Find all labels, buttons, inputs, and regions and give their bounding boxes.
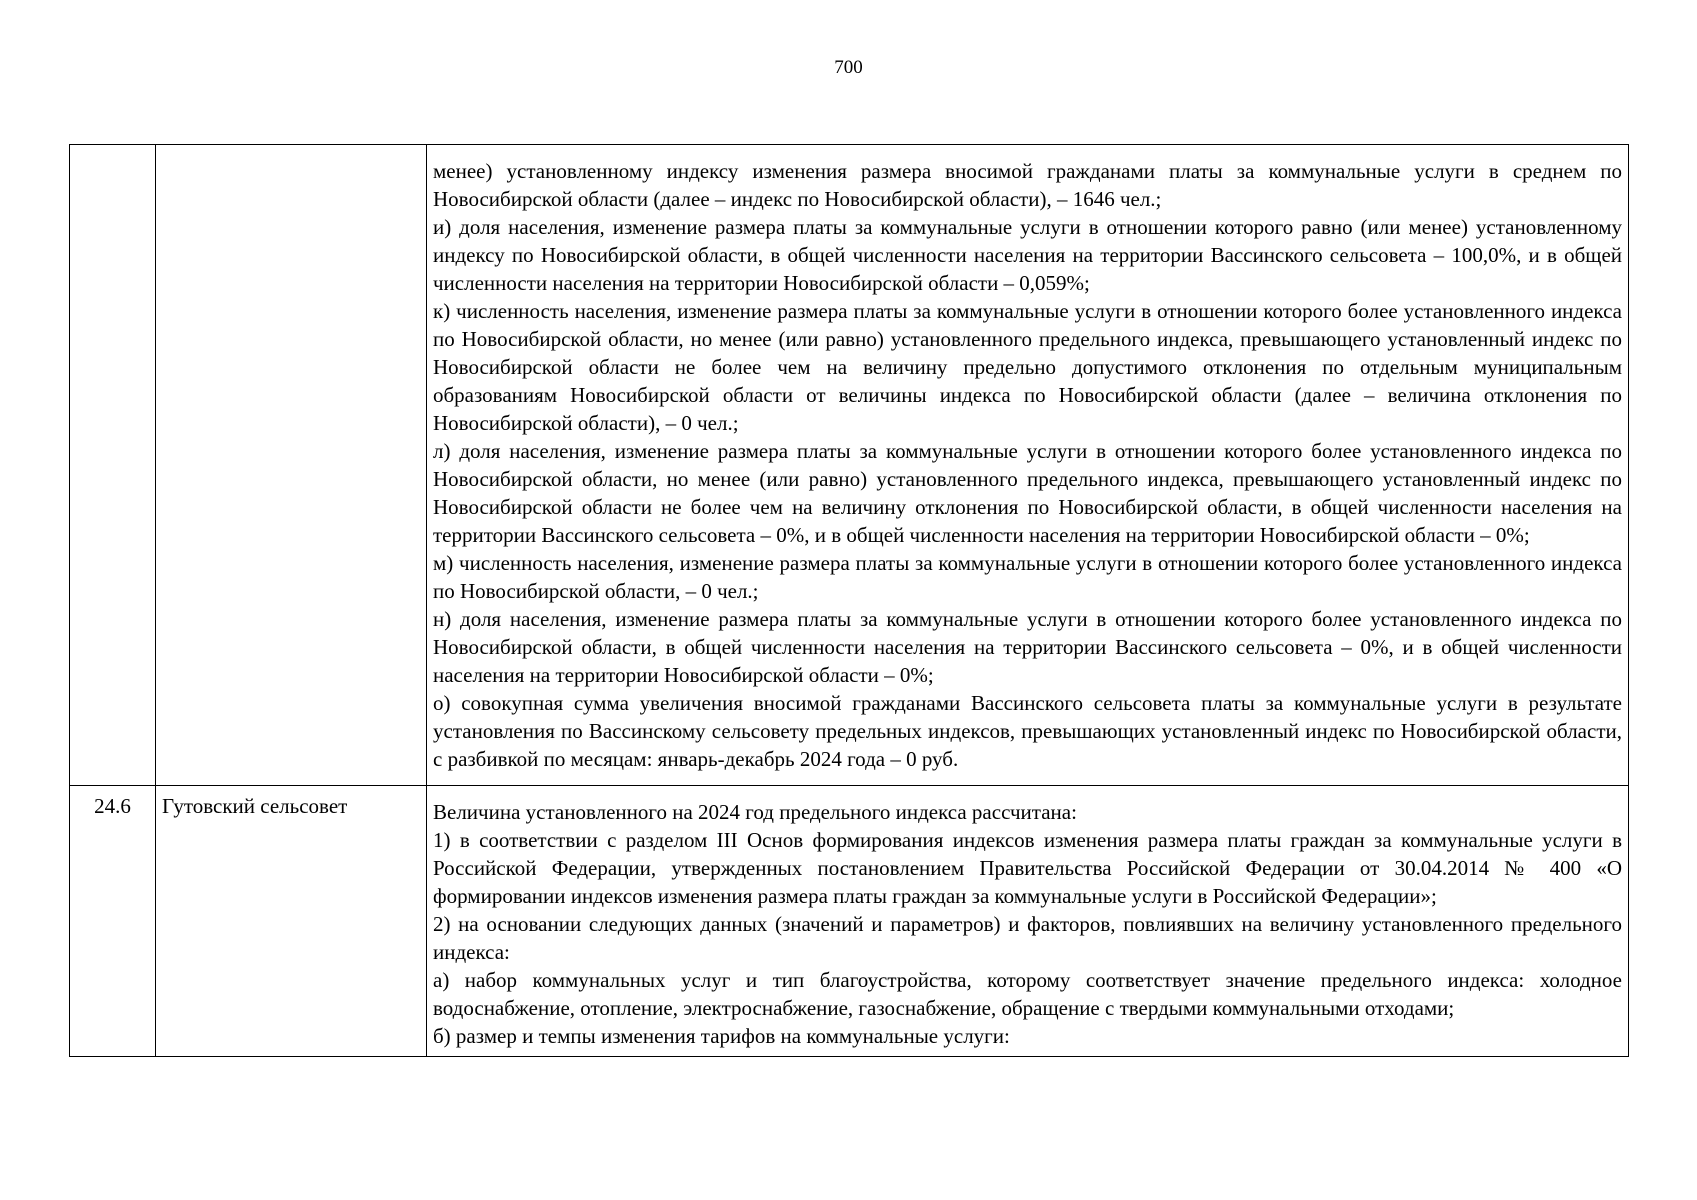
paragraph: б) размер и темпы изменения тарифов на коммунальные услуги: bbox=[433, 1024, 1010, 1048]
document-table bbox=[69, 144, 1629, 1057]
row-number-cell: 24.6 bbox=[70, 786, 156, 1057]
description-cell bbox=[427, 145, 1629, 786]
table-row bbox=[70, 786, 1629, 1057]
paragraph: и) доля населения, изменение размера платы за коммунальные услуги в отношении которого равно (или менее) установленному индексу по Новосибирской области, в общей численности населения на территории Вассинского сельсовета – 100,0%, и в общей численности населения на территории Новосибирской области – 0,059%; bbox=[433, 215, 1622, 295]
paragraph: а) набор коммунальных услуг и тип благоустройства, которому соответствует значение предельного индекса: холодное водоснабжение, отопление, электроснабжение, газоснабжение, обращение с твердыми коммунальными отходами; bbox=[433, 968, 1622, 1020]
description-cell bbox=[427, 786, 1629, 1057]
paragraph: н) доля населения, изменение размера платы за коммунальные услуги в отношении которого более установленного индекса по Новосибирской области, в общей численности населения на территории Вассинского сельсовета – 0%, и в общей численности населения на территории Новосибирской области – 0%; bbox=[433, 607, 1622, 687]
table-row bbox=[70, 145, 1629, 786]
paragraph: о) совокупная сумма увеличения вносимой гражданами Вассинского сельсовета платы за коммунальные услуги в результате установления по Вассинскому сельсовету предельных индексов, превышающих установленный индекс по Новосибирской области, с разбивкой по месяцам: январь-декабрь 2024 года – 0 руб. bbox=[433, 691, 1622, 771]
paragraph: Величина установленного на 2024 год предельного индекса рассчитана: bbox=[433, 800, 1077, 824]
paragraph: 1) в соответствии с разделом III Основ формирования индексов изменения размера платы граждан за коммунальные услуги в Российской Федерации, утвержденных постановлением Правительства Российской Федерации от 30.04.2014 № 400 «О формировании индексов изменения размера платы граждан за коммунальные услуги в Российской Федерации»; bbox=[433, 828, 1622, 908]
page-number: 700 bbox=[834, 57, 863, 78]
municipality-name-cell: Гутовский сельсовет bbox=[156, 786, 427, 1057]
municipality-name-cell bbox=[156, 145, 427, 786]
paragraph: л) доля населения, изменение размера платы за коммунальные услуги в отношении которого более установленного индекса по Новосибирской области, но менее (или равно) установленного предельного индекса, превышающего установленный индекс по Новосибирской области не более чем на величину отклонения по Новосибирской области, в общей численности населения на территории Вассинского сельсовета – 0%, и в общей численности населения на территории Новосибирской области – 0%; bbox=[433, 439, 1622, 547]
paragraph: м) численность населения, изменение размера платы за коммунальные услуги в отношении которого более установленного индекса по Новосибирской области, – 0 чел.; bbox=[433, 551, 1622, 603]
row-number-cell bbox=[70, 145, 156, 786]
paragraph: 2) на основании следующих данных (значений и параметров) и факторов, повлиявших на величину установленного предельного индекса: bbox=[433, 912, 1622, 964]
paragraph: к) численность населения, изменение размера платы за коммунальные услуги в отношении которого более установленного индекса по Новосибирской области, но менее (или равно) установленного предельного индекса, превышающего установленный индекс по Новосибирской области не более чем на величину предельно допустимого отклонения по отдельным муниципальным образованиям Новосибирской области от величины индекса по Новосибирской области (далее – величина отклонения по Новосибирской области), – 0 чел.; bbox=[433, 299, 1622, 435]
paragraph: менее) установленному индексу изменения размера вносимой гражданами платы за коммунальные услуги в среднем по Новосибирской области (далее – индекс по Новосибирской области), – 1646 чел.; bbox=[433, 159, 1622, 211]
